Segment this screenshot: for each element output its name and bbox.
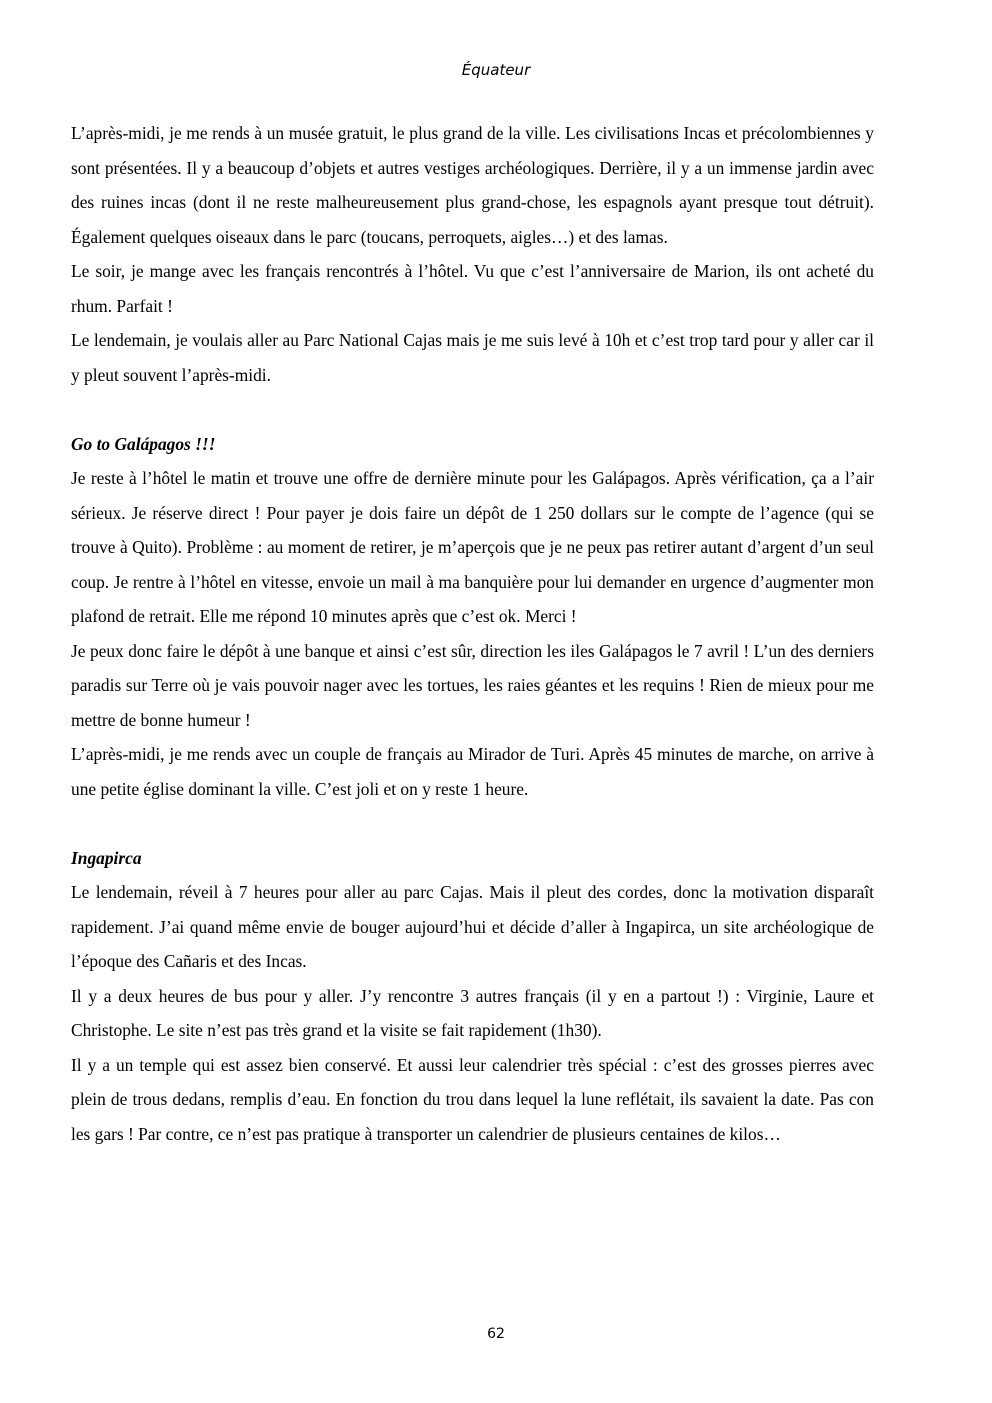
body-paragraph: Le soir, je mange avec les français rencontrés à l’hôtel. Vu que c’est l’anniversaire de Marion, ils ont acheté du rhum. Parfait ! (71, 261, 874, 316)
body-paragraph: Le lendemain, réveil à 7 heures pour aller au parc Cajas. Mais il pleut des cordes, donc la motivation disparaît rapidement. J’ai quand même envie de bouger aujourd’hui et décide d’aller à Ingapirca, un site archéologique de l’époque des Cañaris et des Incas. (71, 882, 874, 971)
body-paragraph: Il y a un temple qui est assez bien conservé. Et aussi leur calendrier très spécial : c’est des grosses pierres avec plein de trous dedans, remplis d’eau. En fonction du trou dans lequel la lune reflétait, ils savaient la date. Pas con les gars ! Par contre, ce n’est pas pratique à transporter un calendrier de plusieurs centaines de kilos… (71, 1054, 874, 1144)
body-paragraph: Il y a deux heures de bus pour y aller. J’y rencontre 3 autres français (il y en a partout !) : Virginie, Laure et Christophe. Le site n’est pas très grand et la visite se fait rapidement (1h30). (71, 985, 874, 1040)
body-paragraph: L’après-midi, je me rends avec un couple de français au Mirador de Turi. Après 45 minutes de marche, on arrive à une petite église dominant la ville. C’est joli et on y reste 1 heure. (71, 744, 874, 799)
running-header: Équateur (461, 61, 531, 79)
body-paragraph: L’après-midi, je me rends à un musée gratuit, le plus grand de la ville. Les civilisations Incas et précolombiennes y sont présentées. Il y a beaucoup d’objets et autres vestiges archéologiques. Derrière, il y a un immense jardin avec des ruines incas (dont il ne reste malheureusement plus grand-chose, les espagnols ayant presque tout détruit). Également quelques oiseaux dans le parc (toucans, perroquets, aigles…) et des lamas. (71, 123, 874, 247)
body-paragraph: Je peux donc faire le dépôt à une banque et ainsi c’est sûr, direction les iles Galápagos le 7 avril ! L’un des derniers paradis sur Terre où je vais pouvoir nager avec les tortues, les raies géantes et les requins ! Rien de mieux pour me mettre de bonne humeur ! (71, 640, 874, 730)
section-spacer (71, 806, 874, 841)
page-number: 62 (487, 1326, 505, 1342)
body-paragraph: Le lendemain, je voulais aller au Parc National Cajas mais je me suis levé à 10h et c’est trop tard pour y aller car il y pleut souvent l’après-midi. (71, 330, 874, 385)
section-heading-ingapirca: Ingapirca (71, 847, 142, 868)
page-body (71, 116, 874, 1151)
body-paragraph: Je reste à l’hôtel le matin et trouve une offre de dernière minute pour les Galápagos. Après vérification, ça a l’air sérieux. Je réserve direct ! Pour payer je dois faire un dépôt de 1 250 dollars sur le compte de l’agence (qui se trouve à Quito). Problème : au moment de retirer, je m’aperçois que je ne peux pas retirer autant d’argent d’un seul coup. Je rentre à l’hôtel en vitesse, envoie un mail à ma banquière pour lui demander en urgence d’augmenter mon plafond de retrait. Elle me répond 10 minutes après que c’est ok. Merci ! (71, 468, 874, 626)
section-heading-galapagos: Go to Galápagos !!! (71, 433, 216, 454)
section-spacer (71, 392, 874, 427)
